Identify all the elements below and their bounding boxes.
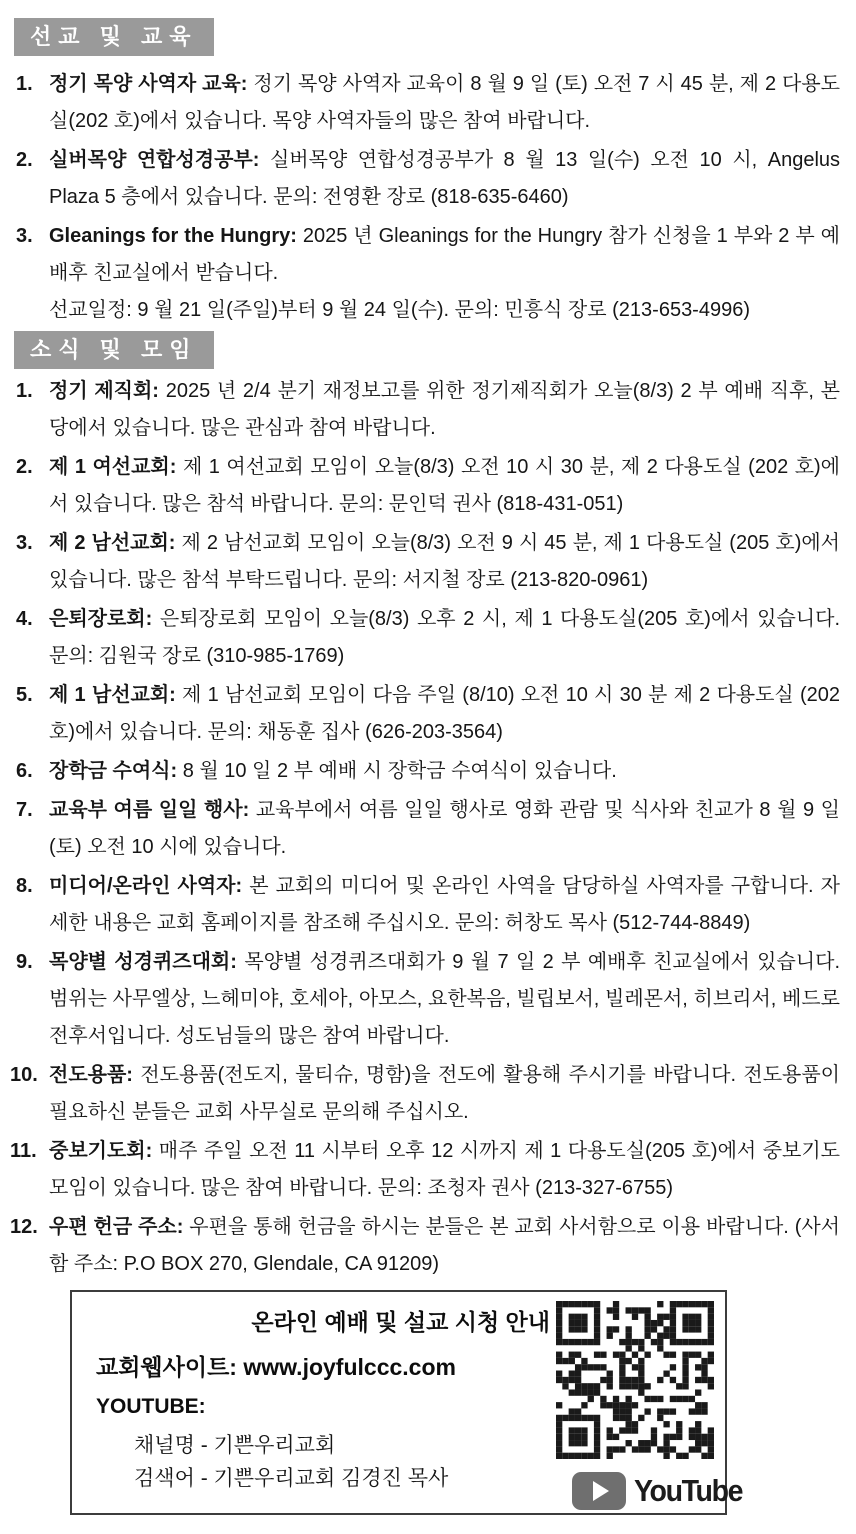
item-body: 우편을 통해 헌금을 하시는 분들은 본 교회 사서함으로 이용 바랍니다. (사서함 주소: P.O BOX 270, Glendale, CA 91209) (49, 1216, 841, 1275)
item-title: 미디어/온라인 사역자: (49, 875, 243, 897)
item-title: 우편 헌금 주소: (49, 1216, 184, 1238)
list-item (0, 1209, 856, 1283)
list-item (0, 1133, 856, 1207)
youtube-wordmark: YouTube (634, 1473, 743, 1508)
item-title: 제 1 여선교회: (49, 456, 177, 478)
item-body: 은퇴장로회 모임이 오늘(8/3) 오후 2 시, 제 1 다용도실(205 호)에서 있습니다. 문의: 김원국 장로 (310-985-1769) (49, 608, 840, 667)
qr-code (556, 1301, 714, 1459)
item-title: 정기 제직회: (49, 380, 159, 402)
youtube-logo (572, 1472, 752, 1510)
list-item (0, 792, 856, 866)
item-title: 정기 목양 사역자 교육: (49, 73, 248, 95)
item-body: 제 1 남선교회 모임이 다음 주일 (8/10) 오전 10 시 30 분 제 2 다용도실 (202 호)에서 있습니다. 문의: 채동훈 집사 (626-203-3564) (49, 684, 840, 743)
list-item (0, 677, 856, 751)
item-body: 실버목양 연합성경공부가 8 월 13 일(수) 오전 10 시, Angelus Plaza 5 층에서 있습니다. 문의: 전영환 장로 (818-635-6460) (49, 149, 841, 208)
youtube-channel-line: 채널명 - 기쁜우리교회 (134, 1434, 336, 1457)
item-body: 제 1 여선교회 모임이 오늘(8/3) 오전 10 시 30 분, 제 2 다용도실 (202 호)에서 있습니다. 많은 참석 바랍니다. 문의: 문인덕 권사 (818-431-051) (49, 456, 841, 515)
list-item (0, 1057, 856, 1131)
item-body: 제 2 남선교회 모임이 오늘(8/3) 오전 9 시 45 분, 제 1 다용도실 (205 호)에서 있습니다. 많은 참석 부탁드립니다. 문의: 서지철 장로 (213-820-0961) (49, 532, 840, 591)
list-item (0, 525, 856, 599)
item-number: 9. (16, 951, 33, 973)
item-body: 목양별 성경퀴즈대회가 9 월 7 일 2 부 예배후 친교실에서 있습니다. 범위는 사무엘상, 느헤미야, 호세아, 아모스, 요한복음, 빌립보서, 빌레몬서, 히브리서, 베드로전후서입니다. 성도님들의 많은 참여 바랍니다. (49, 951, 840, 1047)
item-number: 7. (16, 799, 33, 821)
item-number: 8. (16, 875, 33, 897)
item-title: 은퇴장로회: (49, 608, 153, 630)
youtube-play-icon (572, 1472, 626, 1510)
list-item (0, 944, 856, 1055)
list-item (0, 868, 856, 942)
item-body: 8 월 10 일 2 부 예배 시 장학금 수여식이 있습니다. (182, 760, 617, 782)
church-website-line (96, 1349, 456, 1382)
section-title: 선교 및 교육 (30, 24, 198, 49)
item-number: 12. (10, 1216, 38, 1238)
info-box-title: 온라인 예배 및 설교 시청 안내 (251, 1309, 550, 1335)
item-body: 교육부에서 여름 일일 행사로 영화 관람 및 식사와 친교가 8 월 9 일 (토) 오전 10 시에 있습니다. (49, 799, 840, 858)
list-item (0, 218, 856, 329)
section-header-news-meetings (14, 331, 214, 369)
item-title: 교육부 여름 일일 행사: (49, 799, 250, 821)
item-title: 중보기도회: (49, 1140, 153, 1162)
item-number: 11. (10, 1140, 37, 1162)
website-label: 교회웹사이트: (96, 1354, 237, 1380)
item-number: 1. (16, 380, 33, 402)
youtube-label: YOUTUBE: (96, 1395, 206, 1418)
item-body: 매주 주일 오전 11 시부터 오후 12 시까지 제 1 다용도실(205 호)에서 중보기도모임이 있습니다. 많은 참여 바랍니다. 문의: 조청자 권사 (213-327-6755) (49, 1140, 840, 1199)
list-item (0, 601, 856, 675)
list-item (0, 753, 856, 790)
item-number: 5. (16, 684, 33, 706)
item-title: 제 1 남선교회: (49, 684, 176, 706)
item-title: 장학금 수여식: (49, 760, 178, 782)
list-item (0, 142, 856, 216)
online-worship-info-box (70, 1290, 743, 1515)
item-number: 10. (10, 1064, 38, 1086)
item-title: 전도용품: (49, 1064, 133, 1086)
list-item (0, 66, 856, 140)
item-title: 목양별 성경퀴즈대회: (49, 951, 237, 973)
website-url: www.joyfulccc.com (243, 1354, 456, 1380)
item-body-second-paragraph: 선교일정: 9 월 21 일(주일)부터 9 월 24 일(수). 문의: 민흥식 장로 (213-653-4996) (49, 299, 750, 321)
youtube-search-line: 검색어 - 기쁜우리교회 김경진 목사 (134, 1467, 449, 1490)
item-title: Gleanings for the Hungry: (49, 225, 297, 247)
item-number: 3. (16, 532, 33, 554)
item-body: 전도용품(전도지, 물티슈, 명함)을 전도에 활용해 주시기를 바랍니다. 전도용품이 필요하신 분들은 교회 사무실로 문의해 주십시오. (49, 1064, 840, 1123)
item-number: 2. (16, 149, 33, 171)
item-number: 2. (16, 456, 33, 478)
section-title: 소식 및 모임 (30, 337, 198, 362)
item-body: 2025 년 2/4 분기 재정보고를 위한 정기제직회가 오늘(8/3) 2 부 예배 직후, 본당에서 있습니다. 많은 관심과 참여 바랍니다. (49, 380, 840, 439)
list-item (0, 373, 856, 447)
section-header-mission-education (14, 18, 214, 56)
list-item (0, 449, 856, 523)
item-body: 2025 년 Gleanings for the Hungry 참가 신청을 1 부와 2 부 예배후 친교실에서 받습니다. (49, 225, 840, 284)
item-number: 3. (16, 225, 33, 247)
item-body: 본 교회의 미디어 및 온라인 사역을 담당하실 사역자를 구합니다. 자세한 내용은 교회 홈페이지를 참조해 주십시오. 문의: 허창도 목사 (512-744-8849) (49, 875, 840, 934)
item-title: 제 2 남선교회: (49, 532, 176, 554)
item-title: 실버목양 연합성경공부: (49, 149, 260, 171)
item-number: 4. (16, 608, 33, 630)
item-body: 정기 목양 사역자 교육이 8 월 9 일 (토) 오전 7 시 45 분, 제 2 다용도실(202 호)에서 있습니다. 목양 사역자들의 많은 참여 바랍니다. (49, 73, 840, 132)
item-number: 1. (16, 73, 33, 95)
item-number: 6. (16, 760, 33, 782)
